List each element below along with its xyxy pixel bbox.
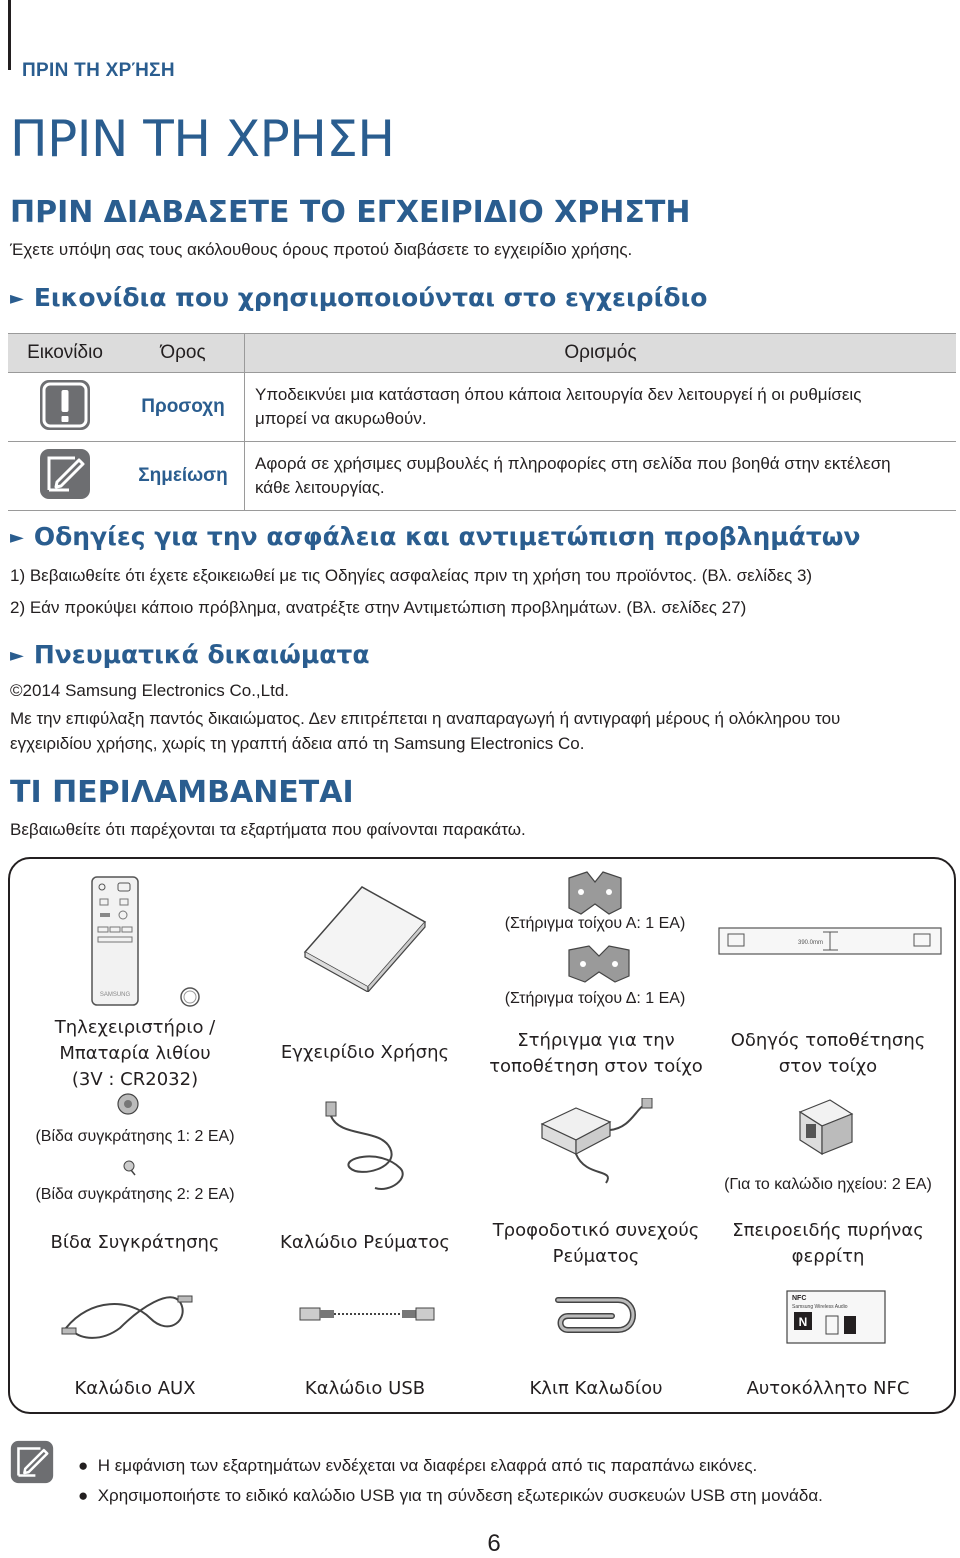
note-item — [78, 1486, 823, 1506]
list-item: 1) Βεβαιωθείτε ότι έχετε εξοικειωθεί με τις Οδηγίες ασφαλείας πριν τη χρήση του προϊόντος. (Βλ. σελίδες 3) — [10, 566, 813, 585]
side-rule — [8, 0, 11, 70]
nfc-sticker-title: NFC — [792, 1295, 807, 1302]
icons-section-heading-text: Εικονίδια που χρησιμοποιούνται στο εγχειρίδιο — [33, 283, 708, 312]
running-header: ΠΡΙΝ ΤΗ ΧΡΉΣΗ — [22, 60, 175, 81]
wall-mount-guide-image — [718, 926, 944, 958]
bracket-caption-line: Στήριγμα για την — [517, 1030, 675, 1051]
note-text: Η εμφάνιση των εξαρτημάτων ενδέχεται να διαφέρει ελαφρά από τις παραπάνω εικόνες. — [97, 1456, 758, 1475]
power-cord-caption: Καλώδιο Ρεύματος — [280, 1232, 450, 1253]
table-row — [8, 373, 956, 442]
screw-2-image — [122, 1160, 138, 1176]
power-cord-image — [320, 1098, 420, 1198]
aux-caption: Καλώδιο AUX — [74, 1378, 196, 1399]
guide-dimension: 390.0mm — [798, 940, 824, 946]
table-row — [8, 442, 956, 511]
screw-1-image — [116, 1092, 140, 1116]
before-reading-intro: Έχετε υπόψη σας τους ακόλουθους όρους προτού διαβάσετε το εγχειρίδιο χρήσης. — [10, 240, 633, 259]
dc-adapter-image — [536, 1098, 666, 1188]
copyright-section-heading — [10, 640, 370, 669]
definition-line: μπορεί να ακυρωθούν. — [255, 409, 427, 428]
bracket-caption — [480, 1028, 712, 1080]
remote-caption-line: Τηλεχειριστήριο / — [54, 1017, 216, 1038]
usb-cable-image — [298, 1302, 438, 1326]
icon-cell — [8, 442, 122, 511]
guide-caption-line: στον τοίχο — [778, 1056, 878, 1077]
manual-caption: Εγχειρίδιο Χρήσης — [280, 1042, 450, 1063]
adapter-caption-line: Ρεύματος — [552, 1246, 640, 1267]
user-manual-image — [300, 882, 430, 992]
safety-section-heading — [10, 522, 861, 551]
note-item — [78, 1456, 757, 1476]
before-reading-heading: ΠΡΙΝ ΔΙΑΒΑΣΕΤΕ ΤΟ ΕΓΧΕΙΡΙΔΙΟ ΧΡΗΣΤΗ — [10, 195, 691, 230]
nfc-sticker-mark: N — [798, 1315, 808, 1329]
cable-clip-image — [548, 1290, 644, 1342]
nfc-sticker-image — [786, 1290, 886, 1344]
included-heading: ΤΙ ΠΕΡΙΛΑΜΒΑΝΕΤΑΙ — [10, 775, 354, 810]
guide-caption-line: Οδηγός τοποθέτησης — [730, 1030, 926, 1051]
aux-cable-image — [60, 1288, 200, 1348]
play-icon: ► — [10, 527, 24, 548]
term-caution: Προσοχη — [122, 373, 245, 442]
bracket-d-qty: (Στήριγμα τοίχου Δ: 1 ΕΑ) — [504, 990, 686, 1007]
definition-note — [245, 442, 957, 511]
safety-section-heading-text: Οδηγίες για την ασφάλεια και αντιμετώπιση προβλημάτων — [33, 522, 861, 551]
remote-control-image — [90, 875, 220, 1015]
bullet-icon: ● — [78, 1456, 98, 1475]
copyright-section-heading-text: Πνευματικά δικαιώματα — [33, 640, 370, 669]
copyright-line: ©2014 Samsung Electronics Co.,Ltd. — [10, 681, 290, 700]
screw-caption: Βίδα Συγκράτησης — [50, 1232, 220, 1253]
icon-cell — [8, 373, 122, 442]
ferrite-core-image — [790, 1096, 860, 1158]
wall-bracket-d-image — [565, 942, 635, 986]
adapter-caption — [480, 1218, 712, 1270]
bullet-icon: ● — [78, 1486, 98, 1505]
page-number: 6 — [487, 1530, 501, 1557]
screw-1-qty: (Βίδα συγκράτησης 1: 2 ΕΑ) — [35, 1128, 235, 1145]
ferrite-caption-line: φερρίτη — [791, 1246, 865, 1267]
remote-brand: SAMSUNG — [99, 992, 131, 998]
column-header-term: Όρος — [122, 334, 245, 373]
remote-caption-line: Μπαταρία λιθίου — [59, 1043, 211, 1064]
icons-table — [8, 333, 956, 511]
play-icon: ► — [10, 288, 24, 309]
screw-2-qty: (Βίδα συγκράτησης 2: 2 ΕΑ) — [35, 1186, 235, 1203]
bracket-a-qty: (Στήριγμα τοίχου Α: 1 ΕΑ) — [504, 915, 686, 932]
remote-caption — [30, 1015, 240, 1093]
ferrite-qty: (Για το καλώδιο ηχείου: 2 ΕΑ) — [724, 1176, 932, 1193]
column-header-icon: Εικονίδιο — [8, 334, 122, 373]
ferrite-caption — [712, 1218, 944, 1270]
list-item: 2) Εάν προκύψει κάποιο πρόβλημα, ανατρέξτε στην Αντιμετώπιση προβλημάτων. (Βλ. σελίδες 27) — [10, 598, 747, 617]
nfc-caption: Αυτοκόλλητο NFC — [746, 1378, 910, 1399]
definition-line: Αφορά σε χρήσιμες συμβουλές ή πληροφορίες στη σελίδα που βοηθά στην εκτέλεση — [255, 454, 891, 473]
ferrite-caption-line: Σπειροειδής πυρήνας — [732, 1220, 924, 1241]
note-icon — [10, 1440, 54, 1484]
included-intro: Βεβαιωθείτε ότι παρέχονται τα εξαρτήματα που φαίνονται παρακάτω. — [10, 820, 526, 839]
wall-bracket-a-image — [565, 868, 625, 918]
adapter-caption-line: Τροφοδοτικό συνεχούς — [492, 1220, 700, 1241]
remote-caption-line: (3V : CR2032) — [71, 1069, 199, 1090]
term-note: Σημείωση — [122, 442, 245, 511]
copyright-line: εγχειριδίου χρήσης, χωρίς τη γραπτή άδεια από τη Samsung Electronics Co. — [10, 734, 585, 753]
definition-line: κάθε λειτουργίας. — [255, 478, 385, 497]
definition-line: Υποδεικνύει μια κατάσταση όπου κάποια λειτουργία δεν λειτουργεί ή οι ρυθμίσεις — [255, 385, 862, 404]
icons-section-heading — [10, 283, 707, 312]
note-icon — [39, 448, 91, 500]
nfc-sticker-subtitle: Samsung Wireless Audio — [792, 1304, 848, 1310]
copyright-line: Με την επιφύλαξη παντός δικαιώματος. Δεν επιτρέπεται η αναπαραγωγή ή αντιγραφή μέρους ή ολόκληρου του — [10, 709, 841, 728]
guide-caption — [718, 1028, 938, 1080]
definition-caution — [245, 373, 957, 442]
clip-caption: Κλιπ Καλωδίου — [529, 1378, 663, 1399]
column-header-definition: Ορισμός — [245, 334, 957, 373]
icons-table-header — [8, 334, 956, 373]
note-text: Χρησιμοποιήστε το ειδικό καλώδιο USB για τη σύνδεση εξωτερικών συσκευών USB στη μονάδα. — [97, 1486, 823, 1505]
page-title: ΠΡΙΝ ΤΗ ΧΡΗΣΗ — [10, 110, 395, 168]
bracket-caption-line: τοποθέτηση στον τοίχο — [489, 1056, 703, 1077]
play-icon: ► — [10, 645, 24, 666]
usb-caption: Καλώδιο USB — [304, 1378, 426, 1399]
caution-icon — [39, 379, 91, 431]
